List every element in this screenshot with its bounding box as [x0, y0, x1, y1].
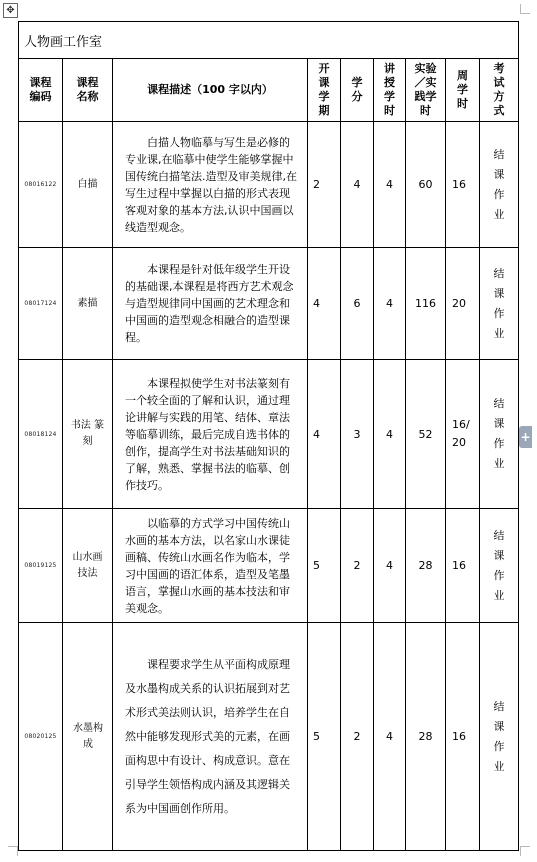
course-exam-method: 结课作业: [480, 248, 519, 360]
course-name: 书法 篆刻: [63, 360, 113, 509]
add-row-plus-icon[interactable]: +: [519, 426, 532, 448]
header-exam: 考试方式: [480, 59, 519, 122]
course-code: 08020125: [19, 623, 63, 851]
table-row: [19, 623, 519, 851]
table-row: [19, 248, 519, 360]
course-weekly-hours: 20: [446, 248, 480, 360]
table-row: [19, 122, 519, 248]
course-credit: 4: [341, 122, 374, 248]
course-credit: 3: [341, 360, 374, 509]
course-code: 08019125: [19, 509, 63, 623]
course-exam-method: 结课作业: [480, 509, 519, 623]
course-lecture-hours: 4: [374, 509, 406, 623]
course-weekly-hours: 16/ 20: [446, 360, 480, 509]
course-description: 以临摹的方式学习中国传统山水画的基本方法，以名家山水课徒画稿、传统山水画名作为临本，学习中国画的语汇体系，造型及笔墨语言，掌握山水画的基本技法和审美观念。: [113, 509, 308, 623]
course-semester: 2: [308, 122, 341, 248]
course-code: 08017124: [19, 248, 63, 360]
course-practice-hours: 60: [406, 122, 446, 248]
course-semester: 4: [308, 248, 341, 360]
page-corner-bottom-right: [520, 846, 530, 856]
course-semester: 4: [308, 360, 341, 509]
course-semester: 5: [308, 509, 341, 623]
course-lecture-hours: 4: [374, 360, 406, 509]
course-code: 08018124: [19, 360, 63, 509]
course-semester: 5: [308, 623, 341, 851]
course-exam-method: 结课作业: [480, 623, 519, 851]
table-title: 人物画工作室: [19, 22, 519, 59]
course-credit: 6: [341, 248, 374, 360]
course-exam-method: 结课作业: [480, 122, 519, 248]
table-move-handle-icon[interactable]: ✥: [3, 3, 18, 18]
course-description: 白描人物临摹与写生是必修的专业课,在临摹中使学生能够掌握中国传统白描笔法.造型及审美规律,在写生过程中掌握以白描的形式表现客观对象的基本方法,认识中国画以线造型观念。: [113, 122, 308, 248]
table-row: [19, 509, 519, 623]
course-weekly-hours: 16: [446, 122, 480, 248]
course-exam-method: 结课作业: [480, 360, 519, 509]
header-lecture: 讲授学时: [374, 59, 406, 122]
course-name: 水墨构成: [63, 623, 113, 851]
course-table: [18, 21, 519, 851]
course-code: 08016122: [19, 122, 63, 248]
course-description: 本课程是针对低年级学生开设的基础课,本课程是将西方艺术观念与造型规律同中国画的艺术理念和中国画的造型观念相融合的造型课程。: [113, 248, 308, 360]
course-lecture-hours: 4: [374, 248, 406, 360]
header-semester: 开课学期: [308, 59, 341, 122]
course-credit: 2: [341, 509, 374, 623]
page-corner-top-right: [520, 4, 530, 14]
header-credit: 学分: [341, 59, 374, 122]
course-lecture-hours: 4: [374, 122, 406, 248]
course-practice-hours: 116: [406, 248, 446, 360]
course-name: 山水画 技法: [63, 509, 113, 623]
table-title-row: [19, 22, 519, 59]
course-name: 白描: [63, 122, 113, 248]
table-row: [19, 360, 519, 509]
course-description: 本课程拟使学生对书法篆刻有一个较全面的了解和认识，通过理论讲解与实践的用笔、结体、章法等临摹训练，最后完成自选书体的创作，提高学生对书法基础知识的了解，熟悉、掌握书法的临摹、创作技巧。: [113, 360, 308, 509]
course-practice-hours: 52: [406, 360, 446, 509]
page-corner-bottom-left: [8, 846, 18, 856]
header-practice: 实验／实践学时: [406, 59, 446, 122]
course-name: 素描: [63, 248, 113, 360]
course-credit: 2: [341, 623, 374, 851]
course-practice-hours: 28: [406, 623, 446, 851]
table-header-row: [19, 59, 519, 122]
header-weekly: 周学时: [446, 59, 480, 122]
header-name: 课程名称: [63, 59, 113, 122]
course-lecture-hours: 4: [374, 623, 406, 851]
header-code: 课程编码: [19, 59, 63, 122]
course-description: 课程要求学生从平面构成原理及水墨构成关系的认识拓展到对艺术形式美法则认识，培养学生在自然中能够发现形式美的元素，在画面构思中有设计、构成意识。意在引导学生领悟构成内涵及其逻辑关系为中国画创作所用。: [113, 623, 308, 851]
course-practice-hours: 28: [406, 509, 446, 623]
header-desc: 课程描述（100 字以内）: [113, 59, 308, 122]
course-weekly-hours: 16: [446, 509, 480, 623]
course-weekly-hours: 16: [446, 623, 480, 851]
